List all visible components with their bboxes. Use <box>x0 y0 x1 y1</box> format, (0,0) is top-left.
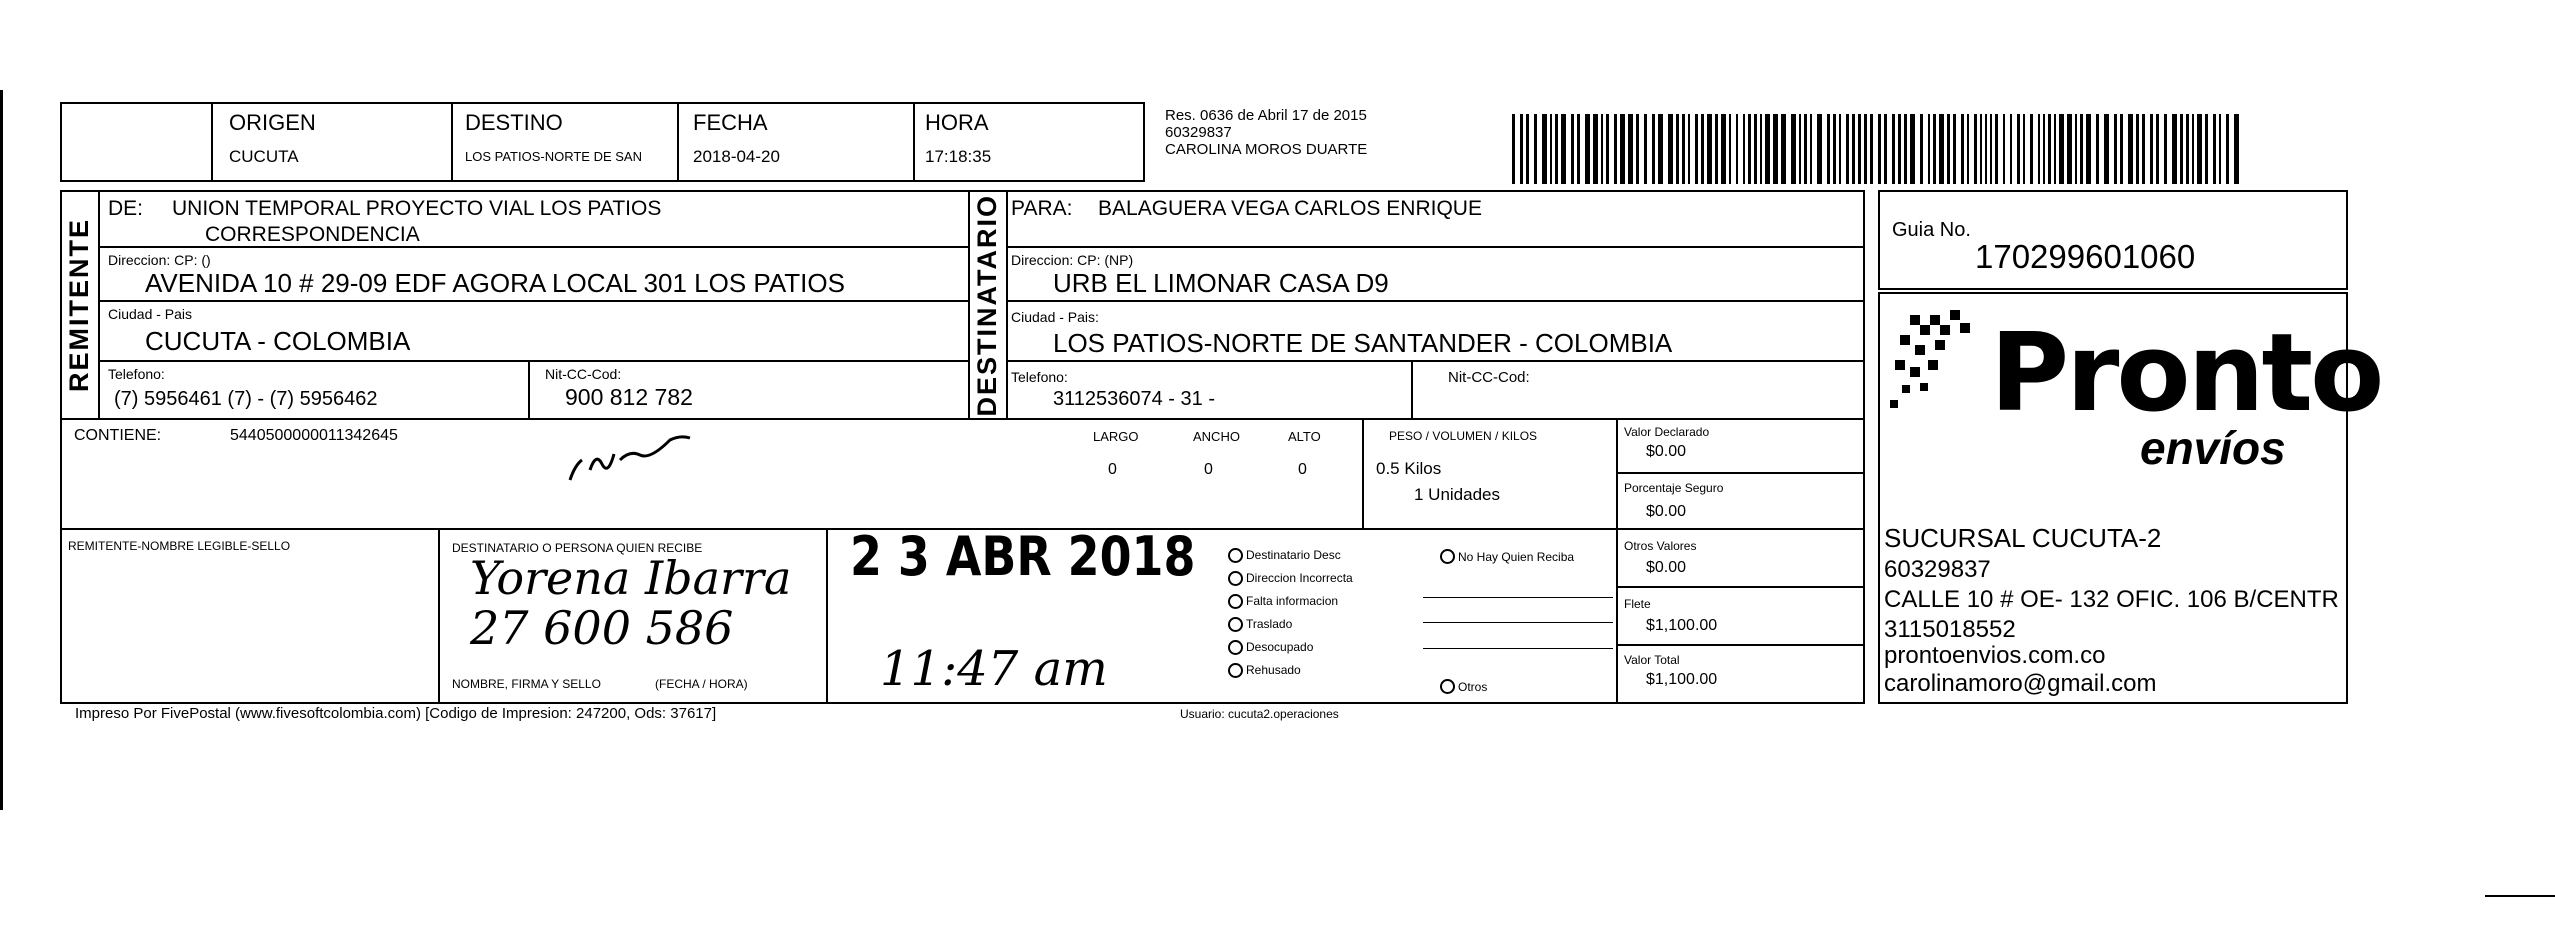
remitente-telefono-cell <box>100 362 530 420</box>
no-hay-label: No Hay Quien Reciba <box>1458 550 1575 564</box>
barcode-bar <box>1858 114 1861 184</box>
fecha-cell <box>679 102 915 182</box>
largo-value: 0 <box>1108 461 1117 478</box>
sucursal-id: 60329837 <box>1884 556 1991 583</box>
devolucion-option-label: Destinatario Desc <box>1246 548 1341 562</box>
barcode-bar <box>1620 114 1625 184</box>
barcode-bar <box>2104 114 2109 184</box>
peso-value: 0.5 Kilos <box>1376 459 1442 478</box>
ancho-value: 0 <box>1204 461 1213 478</box>
remitente-direccion-row <box>100 248 970 302</box>
barcode-bar <box>2054 114 2056 184</box>
line-blank-1 <box>1423 597 1613 598</box>
remitente-nit-value: 900 812 782 <box>565 384 693 410</box>
barcode-bar <box>1967 114 1969 184</box>
destinatario-telefono-label: Telefono: <box>1011 369 1068 385</box>
barcode-bar <box>1878 114 1881 184</box>
barcode-bar <box>1928 114 1930 184</box>
fecha-hora-label: (FECHA / HORA) <box>655 677 748 691</box>
nombre-firma-label: NOMBRE, FIRMA Y SELLO <box>452 677 601 691</box>
radio-circle-icon <box>1228 594 1243 609</box>
radio-circle-icon <box>1228 640 1243 655</box>
barcode-bar <box>2226 114 2229 184</box>
ancho-label: ANCHO <box>1193 429 1240 444</box>
barcode-bar <box>1817 114 1822 184</box>
handwritten-scribble <box>560 420 710 490</box>
barcode-bar <box>2172 114 2177 184</box>
barcode-bar <box>2192 114 2194 184</box>
barcode-bar <box>2120 114 2123 184</box>
barcode-bar <box>1736 114 1738 184</box>
devolucion-option-label: Direccion Incorrecta <box>1246 571 1353 585</box>
barcode-bar <box>1695 114 1698 184</box>
valor-total-cell <box>1616 646 1865 704</box>
origen-cell <box>213 102 453 182</box>
barcode-bar <box>2067 114 2072 184</box>
remitente-direccion-label: Direccion: CP: () <box>108 252 211 268</box>
barcode-bar <box>1707 114 1712 184</box>
barcode-bar <box>1668 114 1673 184</box>
destinatario-nit-label: Nit-CC-Cod: <box>1448 369 1530 386</box>
porcentaje-seguro-label: Porcentaje Seguro <box>1624 481 1724 495</box>
radio-circle-icon <box>1228 548 1243 563</box>
remitente-side-label: REMITENTE <box>63 217 94 392</box>
destino-value: LOS PATIOS-NORTE DE SAN <box>465 149 642 164</box>
barcode-bar <box>1810 114 1812 184</box>
radio-circle-icon <box>1440 549 1455 564</box>
destinatario-side <box>968 190 1008 420</box>
remitente-nit-label: Nit-CC-Cod: <box>545 366 622 382</box>
barcode-bar <box>1980 114 1982 184</box>
devolucion-option-label: Traslado <box>1246 617 1293 631</box>
porcentaje-seguro-value: $0.00 <box>1646 503 1687 520</box>
alto-label: ALTO <box>1288 429 1321 444</box>
destino-cell <box>453 102 679 182</box>
barcode-bar <box>1571 114 1574 184</box>
barcode-bar <box>2164 114 2167 184</box>
devolucion-option[interactable] <box>1228 617 1292 632</box>
barcode-bar <box>2086 114 2091 184</box>
destinatario-ciudad-value: LOS PATIOS-NORTE DE SANTANDER - COLOMBIA <box>1053 328 1673 358</box>
guia-label: Guia No. <box>1892 219 1971 241</box>
barcode-bar <box>1781 114 1786 184</box>
barcode-bar <box>1990 114 1992 184</box>
barcode-bar <box>1658 114 1663 184</box>
remitente-telefono-label: Telefono: <box>108 366 165 382</box>
footer-impreso: Impreso Por FivePostal (www.fivesoftcolombia.com) [Codigo de Impresion: 247200, Ods: 37617] <box>75 705 717 722</box>
barcode-bar <box>2038 114 2040 184</box>
contiene-label: CONTIENE: <box>74 427 162 444</box>
barcode-bar <box>1892 114 1895 184</box>
received-date-stamp: 2 3 ABR 2018 <box>850 525 1196 588</box>
destinatario-para-row <box>1008 190 1865 248</box>
barcode-bar <box>2043 114 2045 184</box>
de-label: DE: <box>108 197 144 220</box>
fecha-label: FECHA <box>693 110 768 135</box>
barcode-bar <box>2219 114 2221 184</box>
handwritten-name: Yorena Ibarra <box>470 551 792 605</box>
barcode-bar <box>2136 114 2139 184</box>
contiene-value: 5440500000011342645 <box>230 427 398 444</box>
destino-label: DESTINO <box>465 110 563 135</box>
brand-logo-sub: envíos <box>2140 422 2286 474</box>
barcode-bar <box>1676 114 1679 184</box>
barcode-bar <box>2234 114 2239 184</box>
barcode-bar <box>2197 114 2202 184</box>
barcode-bar <box>1561 114 1566 184</box>
barcode-bar <box>2128 114 2133 184</box>
devolucion-option[interactable] <box>1228 548 1341 563</box>
barcode-bar <box>1760 114 1762 184</box>
barcode-bar <box>1985 114 1987 184</box>
barcode-bar <box>1550 114 1552 184</box>
destinatario-ciudad-label: Ciudad - Pais: <box>1011 309 1099 325</box>
devolucion-option-label: Falta informacion <box>1246 594 1339 608</box>
otros-valores-cell <box>1616 530 1865 588</box>
barcode-bar <box>2156 114 2159 184</box>
barcode-bar <box>1754 114 1757 184</box>
barcode-bar <box>2048 114 2051 184</box>
valor-total-label: Valor Total <box>1624 653 1680 667</box>
sucursal-address: CALLE 10 # OE- 132 OFIC. 106 B/CENTR <box>1884 586 2339 613</box>
barcode-bar <box>1773 114 1778 184</box>
hora-label: HORA <box>925 110 989 135</box>
sucursal-web: prontoenvios.com.co <box>1884 642 2106 669</box>
sucursal-email: carolinamoro@gmail.com <box>1884 670 2157 697</box>
para-label: PARA: <box>1011 197 1073 220</box>
destinatario-direccion-row <box>1008 248 1865 302</box>
barcode-bar <box>2150 114 2153 184</box>
brand-logo-main: Pronto <box>1990 311 2382 436</box>
remitente-ciudad-label: Ciudad - Pais <box>108 306 193 322</box>
unidades-value: 1 Unidades <box>1414 485 1501 504</box>
barcode-bar <box>1555 114 1558 184</box>
barcode-bar <box>1870 114 1873 184</box>
devolucion-option[interactable] <box>1228 663 1301 678</box>
barcode-bar <box>1534 114 1537 184</box>
valor-declarado-label: Valor Declarado <box>1624 425 1710 439</box>
barcode-bar <box>2030 114 2033 184</box>
barcode-bar <box>2186 114 2189 184</box>
barcode-bar <box>1601 114 1603 184</box>
barcode-bar <box>1898 114 1901 184</box>
barcode-bar <box>1721 114 1726 184</box>
barcode-bar <box>1961 114 1964 184</box>
devolucion-option[interactable] <box>1228 571 1353 586</box>
scan-edge-line <box>0 90 3 810</box>
devolucion-option[interactable] <box>1228 640 1313 655</box>
barcode-bar <box>1701 114 1704 184</box>
remitente-side <box>60 190 100 420</box>
barcode-bar <box>1585 114 1590 184</box>
otros-label: Otros <box>1458 680 1488 694</box>
barcode-bar <box>1864 114 1867 184</box>
origen-value: CUCUTA <box>229 147 299 166</box>
valor-total-value: $1,100.00 <box>1646 671 1718 688</box>
barcode-bar <box>2096 114 2099 184</box>
flete-label: Flete <box>1624 597 1651 611</box>
barcode-bar <box>2114 114 2117 184</box>
barcode-bar <box>1846 114 1849 184</box>
barcode-bar <box>1804 114 1807 184</box>
devolucion-option-label: Rehusado <box>1246 663 1301 677</box>
barcode-bar <box>1904 114 1907 184</box>
barcode-bar <box>1947 114 1950 184</box>
barcode-bar <box>1799 114 1801 184</box>
destinatario-telefono-value: 3112536074 - 31 - <box>1053 388 1215 410</box>
barcode-bar <box>2075 114 2077 184</box>
barcode-bar <box>1920 114 1923 184</box>
handwritten-time: 11:47 am <box>880 641 1108 697</box>
porcentaje-seguro-cell <box>1616 474 1865 530</box>
barcode-bar <box>1833 114 1836 184</box>
remitente-telefono-value: (7) 5956461 (7) - (7) 5956462 <box>114 388 378 410</box>
barcode-bar <box>1688 114 1690 184</box>
otros-valores-value: $0.00 <box>1646 559 1687 576</box>
barcode-bar <box>1628 114 1633 184</box>
barcode-bar <box>1953 114 1956 184</box>
peso-label: PESO / VOLUMEN / KILOS <box>1389 429 1538 443</box>
footer-usuario: Usuario: cucuta2.operaciones <box>1180 707 1339 721</box>
remitente-ciudad-value: CUCUTA - COLOMBIA <box>145 326 411 356</box>
res-line-2: 60329837 <box>1165 124 1232 141</box>
origen-label: ORIGEN <box>229 110 316 135</box>
para-value: BALAGUERA VEGA CARLOS ENRIQUE <box>1098 197 1482 220</box>
res-line-3: CAROLINA MOROS DUARTE <box>1165 141 1368 158</box>
barcode-bar <box>1614 114 1617 184</box>
devolucion-option[interactable] <box>1228 594 1338 609</box>
radio-circle-icon <box>1228 617 1243 632</box>
guia-number: 170299601060 <box>1975 238 2196 275</box>
barcode-bar <box>1910 114 1915 184</box>
radio-circle-icon <box>1228 663 1243 678</box>
remitente-nit-cell <box>530 362 970 420</box>
hora-value: 17:18:35 <box>925 147 992 166</box>
barcode-bar <box>1577 114 1580 184</box>
devolucion-options <box>1228 548 1448 698</box>
barcode-bar <box>2010 114 2012 184</box>
remitente-direccion-value: AVENIDA 10 # 29-09 EDF AGORA LOCAL 301 LOS PATIOS <box>145 268 845 298</box>
destinatario-ciudad-row <box>1008 302 1865 362</box>
sucursal-phone: 3115018552 <box>1884 616 2016 643</box>
guia-box <box>1878 190 2348 290</box>
destinatario-telefono-cell <box>1008 362 1413 420</box>
barcode-bar <box>2180 114 2183 184</box>
barcode-bar <box>1526 114 1529 184</box>
barcode-bar <box>1644 114 1647 184</box>
barcode-bar <box>1512 114 1515 184</box>
barcode-bar <box>2017 114 2020 184</box>
destinatario-firma-label: DESTINATARIO O PERSONA QUIEN RECIBE <box>452 541 703 555</box>
flete-cell <box>1616 588 1865 646</box>
barcode-bar <box>1748 114 1751 184</box>
largo-label: LARGO <box>1093 429 1139 444</box>
destinatario-side-label: DESTINATARIO <box>971 193 1002 417</box>
barcode-bar <box>1827 114 1830 184</box>
de-value-2: CORRESPONDENCIA <box>205 223 420 246</box>
barcode-bar <box>2059 114 2064 184</box>
destinatario-nit-cell <box>1413 362 1865 420</box>
barcode-bar <box>1593 114 1598 184</box>
barcode-bar <box>2142 114 2145 184</box>
barcode-bar <box>1839 114 1841 184</box>
barcode-bar <box>1715 114 1718 184</box>
hora-cell <box>915 102 1143 182</box>
barcode-bar <box>1852 114 1855 184</box>
devolucion-otros[interactable] <box>1440 678 1600 696</box>
barcode-bar <box>1765 114 1770 184</box>
radio-circle-icon <box>1228 571 1243 586</box>
devolucion-no-hay[interactable] <box>1440 548 1620 566</box>
otros-valores-label: Otros Valores <box>1624 539 1697 553</box>
barcode-bar <box>1542 114 1547 184</box>
destinatario-direccion-value: URB EL LIMONAR CASA D9 <box>1053 268 1389 298</box>
barcode-bar <box>1743 114 1745 184</box>
barcode-bar <box>1682 114 1685 184</box>
barcode-bar <box>1995 114 1998 184</box>
barcode-bar <box>1652 114 1655 184</box>
barcode-bar <box>1606 114 1609 184</box>
header-blank-cell <box>60 102 213 182</box>
flete-value: $1,100.00 <box>1646 617 1718 634</box>
barcode <box>1512 114 2252 184</box>
radio-circle-icon <box>1440 679 1455 694</box>
alto-value: 0 <box>1298 461 1307 478</box>
remitente-de-row <box>100 190 970 248</box>
barcode-bar <box>1933 114 1936 184</box>
barcode-bar <box>1974 114 1977 184</box>
remitente-firma-label: REMITENTE-NOMBRE LEGIBLE-SELLO <box>68 539 291 553</box>
barcode-bar <box>2023 114 2025 184</box>
barcode-bar <box>2080 114 2083 184</box>
scan-edge-mark <box>2485 895 2555 897</box>
valor-declarado-value: $0.00 <box>1646 443 1687 460</box>
res-line-1: Res. 0636 de Abril 17 de 2015 <box>1165 107 1367 124</box>
fecha-value: 2018-04-20 <box>693 147 780 166</box>
barcode-bar <box>1729 114 1731 184</box>
barcode-bar <box>1636 114 1639 184</box>
barcode-bar <box>1791 114 1796 184</box>
barcode-bar <box>1884 114 1887 184</box>
barcode-bar <box>2205 114 2208 184</box>
line-blank-3 <box>1423 648 1613 649</box>
barcode-bar <box>2003 114 2005 184</box>
handwritten-id: 27 600 586 <box>470 601 734 655</box>
de-value-1: UNION TEMPORAL PROYECTO VIAL LOS PATIOS <box>172 197 662 220</box>
line-blank-2 <box>1423 622 1613 623</box>
valor-declarado-cell <box>1616 418 1865 474</box>
barcode-bar <box>1520 114 1523 184</box>
remitente-ciudad-row <box>100 302 970 362</box>
peso-cell <box>1362 418 1618 530</box>
destinatario-direccion-label: Direccion: CP: (NP) <box>1011 252 1134 268</box>
barcode-bar <box>1939 114 1944 184</box>
devolucion-option-label: Desocupado <box>1246 640 1314 654</box>
remitente-firma-cell <box>60 528 440 704</box>
barcode-bar <box>2213 114 2216 184</box>
sucursal-name: SUCURSAL CUCUTA-2 <box>1884 523 2162 553</box>
